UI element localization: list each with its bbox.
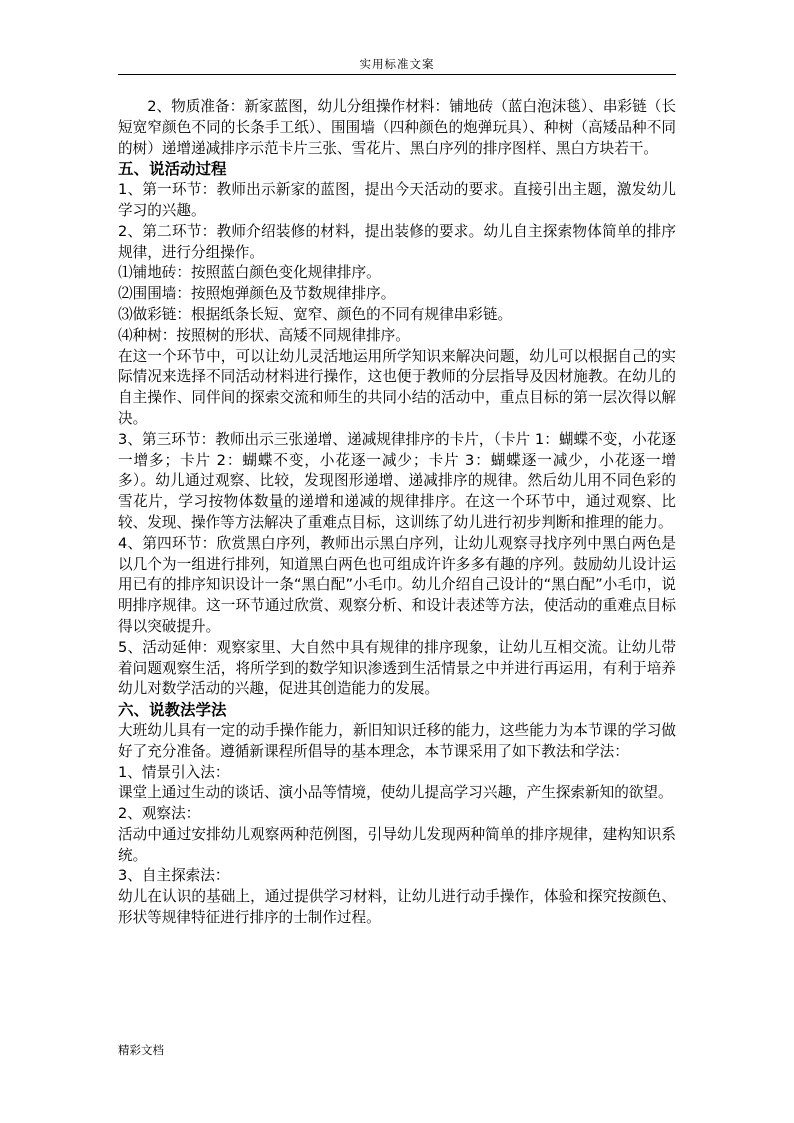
paragraph-step-4: 4、第四环节：欣赏黑白序列，教师出示黑白序列，让幼儿观察寻找序列中黑白两色是以几个为一组进行排列，知道黑白两色也可组成许许多多有趣的序列。鼓励幼儿设计运用已有的排序知识设计一条“黑白配”小毛巾。幼儿介绍自己设计的“黑白配”小毛巾，说明排序规律。这一环节通过欣赏、观察分析、和设计表述等方法，使活动的重难点目标得以突破提升。 [118, 534, 676, 635]
list-item-chain: ⑶做彩链：根据纸条长短、宽窄、颜色的不同有规律串彩链。 [118, 305, 513, 323]
paragraph-step-5: 5、活动延伸：观察家里、大自然中具有规律的排序现象，让幼儿互相交流。让幼儿带着问题观察生活，将所学到的数学知识渗透到生活情景之中并进行再运用，有利于培养幼儿对数学活动的兴趣，促进其创造能力的发展。 [118, 638, 676, 698]
header-rule [118, 74, 676, 75]
paragraph-step-3: 3、第三环节：教师出示三张递增、递减规律排序的卡片，（卡片 1：蝴蝶不变，小花逐一增多；卡片 2：蝴蝶不变，小花逐一减少；卡片 3：蝴蝶逐一减少，小花逐一增多）。幼儿通过观察、比较，发现图形递增、递减排序的规律。然后幼儿用不同色彩的雪花片，学习按物体数量的递增和递减的规律排序。在这一个环节中，通过观察、比较、发现、操作等方法解决了重难点目标，这训练了幼儿进行初步判断和推理的能力。 [118, 430, 676, 531]
paragraph-step-1: 1、第一环节：教师出示新家的蓝图，提出今天活动的要求。直接引出主题，激发幼儿学习的兴趣。 [118, 181, 676, 219]
paragraph-materials: 2、物质准备：新家蓝图，幼儿分组操作材料：铺地砖（蓝白泡沫毯）、串彩链（长短宽窄颜色不同的长条手工纸）、围围墙（四种颜色的炮弹玩具）、种树（高矮品种不同的树）递增递减排序示范卡片三张、雪花片、黑白序列的排序图样、黑白方块若干。 [118, 98, 676, 157]
document-body [118, 97, 676, 929]
page-footer: 精彩文档 [118, 1043, 164, 1057]
section-heading-methods: 六、说教法学法 [118, 701, 227, 720]
list-item-floor-tiles: ⑴铺地砖：按照蓝白颜色变化规律排序。 [118, 264, 381, 282]
page-header: 实用标准文案 [359, 57, 435, 71]
method-desc-observation: 活动中通过安排幼儿观察两种范例图，引导幼儿发现两种简单的排序规律，建构知识系统。 [118, 825, 676, 864]
method-desc-scenario: 课堂上通过生动的谈话、演小品等情境，使幼儿提高学习兴趣，产生探索新知的欲望。 [118, 784, 673, 802]
paragraph-step-2: 2、第二环节：教师介绍装修的材料，提出装修的要求。幼儿自主探索物体简单的排序规律，进行分组操作。 [118, 222, 676, 261]
section-heading-activity-process: 五、说活动过程 [118, 160, 227, 179]
method-title-scenario: 1、情景引入法： [118, 763, 230, 781]
paragraph-step-2-summary: 在这一个环节中，可以让幼儿灵活地运用所学知识来解决问题，幼儿可以根据自己的实际情况来选择不同活动材料进行操作，这也便于教师的分层指导及因材施教。在幼儿的自主操作、同伴间的探索交流和师生的共同小结的活动中，重点目标的第一层次得以解决。 [118, 347, 676, 427]
list-item-trees: ⑷种树：按照树的形状、高矮不同规律排序。 [118, 326, 410, 344]
method-title-exploration: 3、自主探索法： [118, 867, 230, 885]
method-title-observation: 2、观察法： [118, 805, 201, 823]
list-item-wall: ⑵围围墙：按照炮弹颜色及节数规律排序。 [118, 285, 396, 303]
paragraph-methods-intro: 大班幼儿具有一定的动手操作能力，新旧知识迁移的能力，这些能力为本节课的学习做好了充分准备。遵循新课程所倡导的基本理念，本节课采用了如下教法和学法： [118, 721, 676, 760]
method-desc-exploration: 幼儿在认识的基础上，通过提供学习材料，让幼儿进行动手操作，体验和探究按颜色、形状等规律特征进行排序的士制作过程。 [118, 888, 676, 927]
